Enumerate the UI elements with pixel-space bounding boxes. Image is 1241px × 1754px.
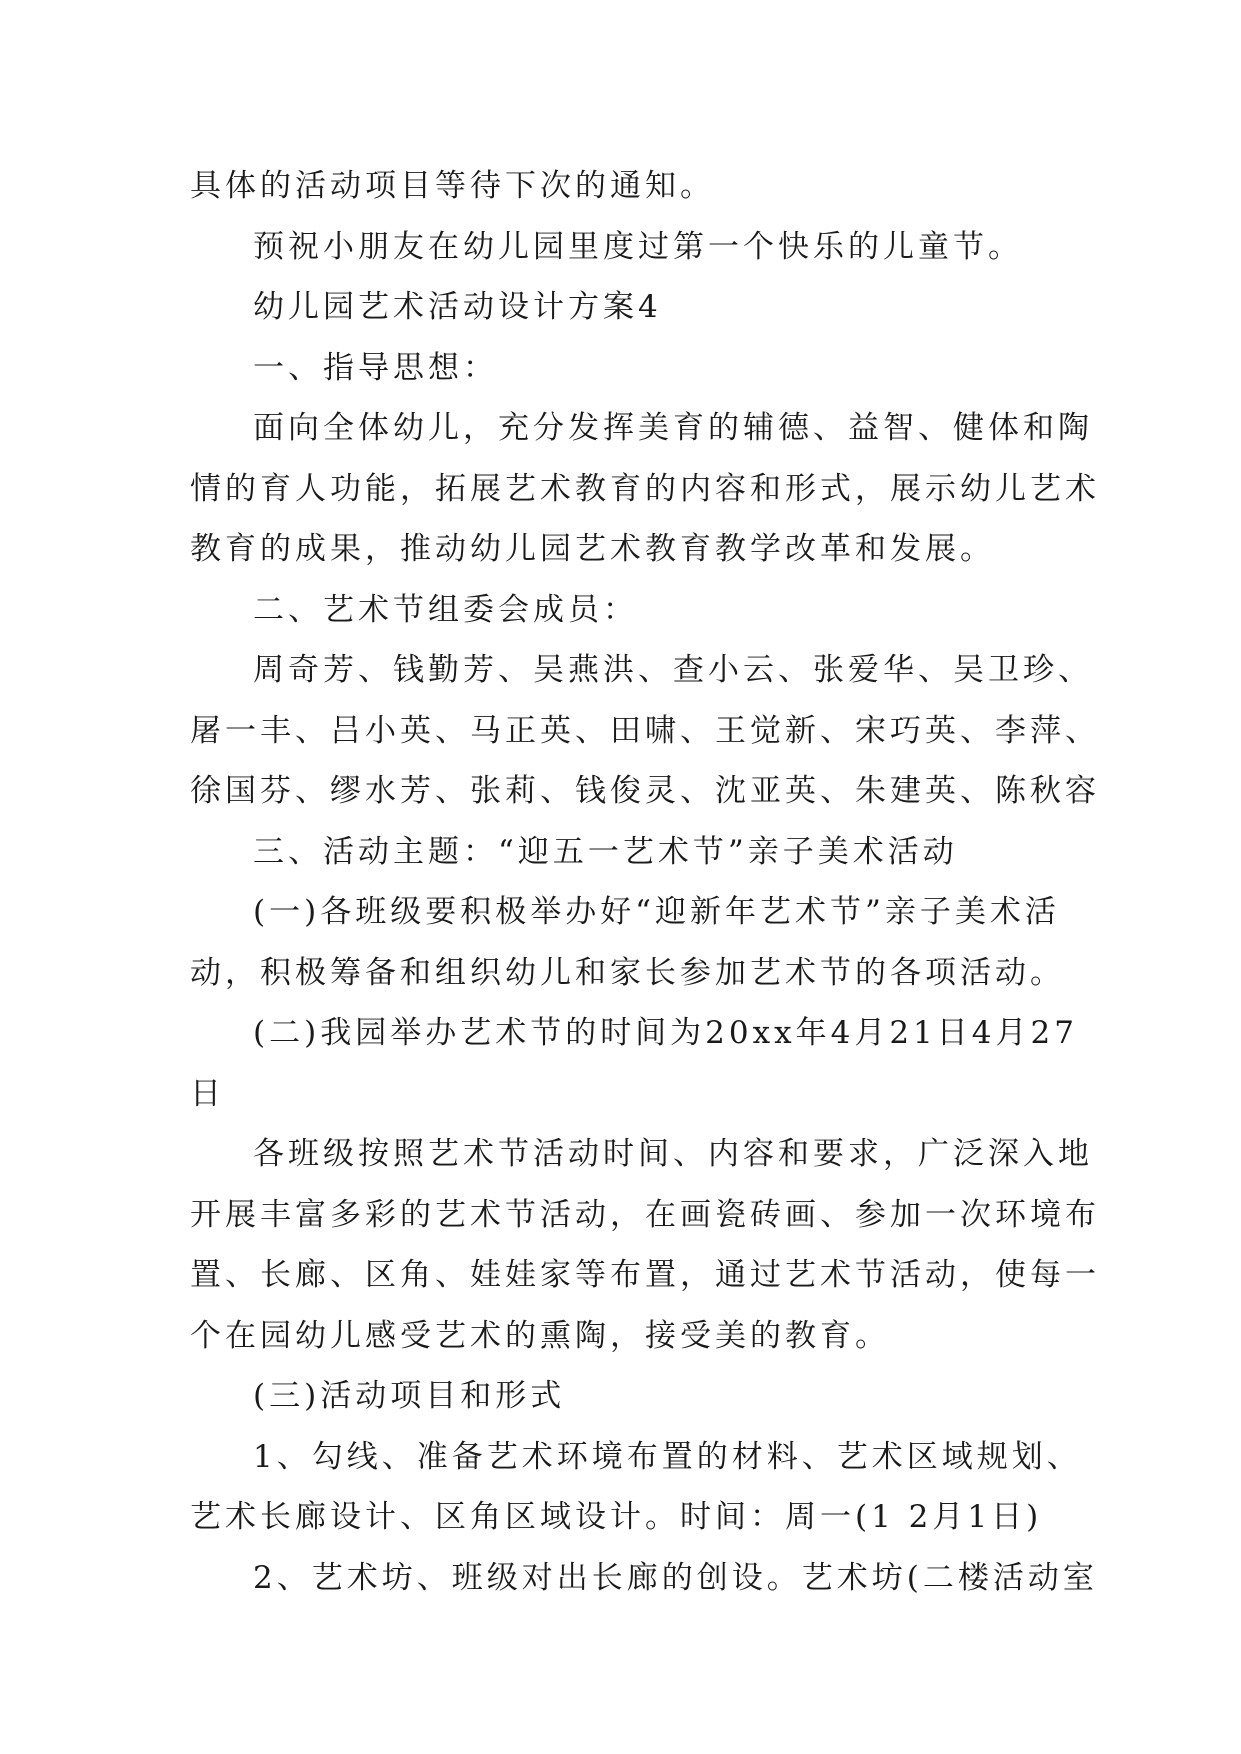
text-line: 个在园幼儿感受艺术的熏陶，接受美的教育。 (190, 1317, 890, 1354)
text-line: (二)我园举办艺术节的时间为20xx年4月21日4月27 (253, 1015, 1078, 1051)
text-line: 面向全体幼儿，充分发挥美育的辅德、益智、健体和陶 (253, 410, 1093, 446)
heading-committee-members: 二、艺术节组委会成员： (253, 591, 638, 628)
document-body (190, 156, 1100, 1608)
text-line: 动，积极筹备和组织幼儿和家长参加艺术节的各项活动。 (190, 954, 1065, 991)
heading-activity-items: (三)活动项目和形式 (253, 1378, 566, 1414)
text-line: 艺术长廊设计、区角区域设计。时间：周一(1 2月1日) (190, 1499, 1043, 1535)
text-line: 周奇芳、钱勤芳、吴燕洪、查小云、张爱华、吴卫珍、 (253, 652, 1093, 688)
heading-activity-theme: 三、活动主题：“迎五一艺术节”亲子美术活动 (253, 833, 958, 870)
text-line: 徐国芬、缪水芳、张莉、钱俊灵、沈亚英、朱建英、陈秋容 (190, 773, 1100, 809)
text-line: 1、勾线、准备艺术环境布置的材料、艺术区域规划、 (253, 1438, 1082, 1475)
text-line: 2、艺术坊、班级对出长廊的创设。艺术坊(二楼活动室 (253, 1559, 1098, 1596)
text-line: 置、长廊、区角、娃娃家等布置，通过艺术节活动，使每一 (190, 1257, 1100, 1293)
text-line: 屠一丰、吕小英、马正英、田啸、王觉新、宋巧英、李萍、 (190, 712, 1100, 749)
text-line: 开展丰富多彩的艺术节活动，在画瓷砖画、参加一次环境布 (190, 1196, 1100, 1233)
section-title: 幼儿园艺术活动设计方案4 (253, 289, 662, 325)
text-line: 日 (190, 1075, 225, 1112)
text-line: 具体的活动项目等待下次的通知。 (190, 168, 715, 204)
text-line: 情的育人功能，拓展艺术教育的内容和形式，展示幼儿艺术 (190, 470, 1100, 507)
text-line: 各班级按照艺术节活动时间、内容和要求，广泛深入地 (253, 1136, 1093, 1172)
text-line: 教育的成果，推动幼儿园艺术教育教学改革和发展。 (190, 531, 995, 567)
text-line: (一)各班级要积极举办好“迎新年艺术节”亲子美术活 (253, 894, 1060, 930)
heading-guiding-ideology: 一、指导思想： (253, 349, 498, 386)
text-line: 预祝小朋友在幼儿园里度过第一个快乐的儿童节。 (253, 228, 1023, 265)
